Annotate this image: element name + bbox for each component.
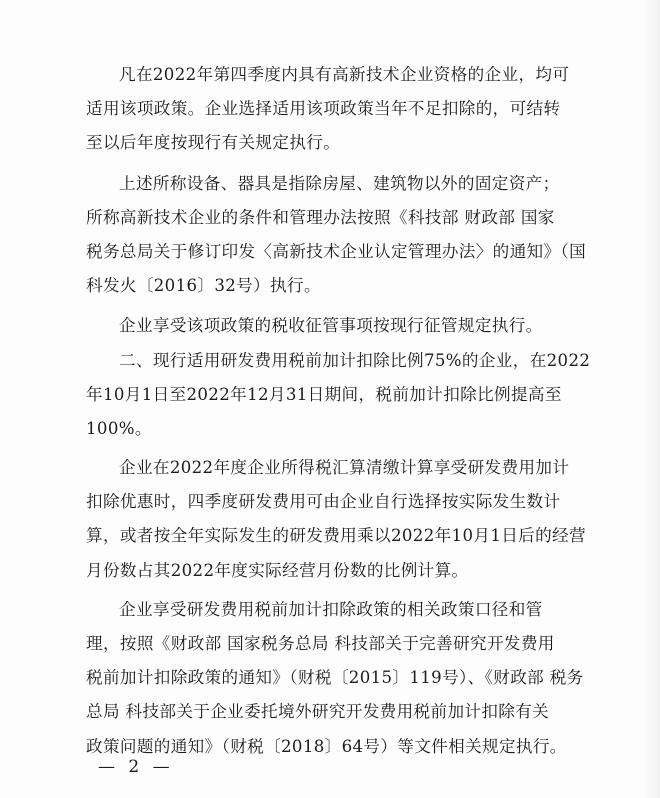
text-line: 适用该项政策。企业选择适用该项政策当年不足扣除的，可结转 — [86, 99, 561, 119]
text-line: 理，按照《财政部 国家税务总局 科技部关于完善研究开发费用 — [86, 634, 555, 653]
paragraph-definitions — [86, 167, 587, 304]
text-line: 企业在2022年度企业所得税汇算清缴计算享受研发费用加计 — [119, 458, 570, 478]
text-line: 二、现行适用研发费用税前加计扣除比例75%的企业，在2022 — [119, 350, 591, 370]
text-line: 算，或者按全年实际发生的研发费用乘以2022年10月1日后的经营 — [86, 526, 586, 546]
document-body — [86, 58, 591, 764]
paragraph-tax-administration — [86, 309, 566, 343]
text-line: 科发火〔2016〕32号）执行。 — [86, 276, 321, 296]
text-line: 凡在2022年第四季度内具有高新技术企业资格的企业，均可 — [119, 65, 570, 84]
text-line: 至以后年度按现行有关规定执行。 — [86, 133, 341, 153]
paragraph-section-two — [86, 344, 591, 447]
text-line: 总局 科技部关于企业委托境外研究开发费用税前加计扣除有关 — [86, 702, 550, 722]
paragraph-policy-references — [86, 593, 584, 764]
text-line: 企业享受研发费用税前加计扣除政策的相关政策口径和管 — [119, 599, 543, 619]
page-number: — 2 — — [98, 757, 174, 777]
text-line: 年10月1日至2022年12月31日期间，税前加计扣除比例提高至 — [86, 384, 562, 404]
text-line: 企业享受该项政策的税收征管事项按现行征管规定执行。 — [119, 316, 543, 336]
text-line: 月份数占其2022年度实际经营月份数的比例计算。 — [86, 560, 469, 580]
text-line: 政策问题的通知》（财税〔2018〕64号）等文件相关规定执行。 — [86, 736, 567, 756]
page-edge-shadow — [644, 0, 660, 798]
text-line: 扣除优惠时，四季度研发费用可由企业自行选择按实际发生数计 — [86, 492, 561, 512]
text-line: 税务总局关于修订印发〈高新技术企业认定管理办法〉的通知》（国 — [86, 241, 587, 261]
paragraph-annual-settlement — [86, 451, 586, 588]
paragraph-eligibility — [86, 58, 570, 161]
text-line: 所称高新技术企业的条件和管理办法按照《科技部 财政部 国家 — [86, 207, 555, 227]
text-line: 100%。 — [86, 418, 152, 438]
text-line: 税前加计扣除政策的通知》（财税〔2015〕119号）、《财政部 税务 — [86, 668, 584, 688]
text-line: 上述所称设备、器具是指除房屋、建筑物以外的固定资产； — [119, 173, 560, 193]
